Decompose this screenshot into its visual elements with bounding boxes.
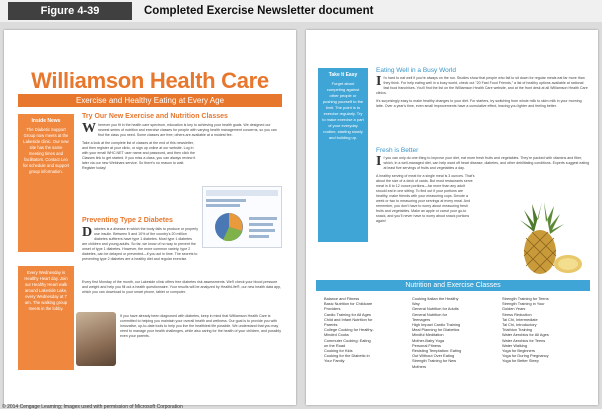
class-list-item: Parents (324, 322, 338, 328)
classes-banner: Nutrition and Exercise Classes (316, 280, 590, 291)
article-paragraph: Take a look at the complete list of classes at the end of this newsletter, and then register at your clinic, or sign up online at our website. Log in with your email WHC.NET user name and password, and then click the Classes link to get started. If you miss a class, you can always review it later via our new Webinars service. So there's no reason to wait. Register today! (82, 141, 196, 170)
class-list-item: Providers (324, 306, 341, 312)
article-heading: Fresh is Better (376, 147, 419, 154)
class-list-item: Balance and Fitness (324, 296, 360, 301)
class-list-item: on the Road (324, 342, 346, 348)
class-list-item: Way (412, 301, 420, 307)
class-list-item: Minded Cooks (324, 332, 349, 338)
person-photo (76, 312, 116, 366)
class-list-item: Tai Chi, Intermediate (502, 316, 538, 322)
class-list-item: Personal Fitness (412, 342, 441, 348)
article-diabetes-cont2 (120, 314, 282, 342)
article-paragraph: A healthy serving of meat for a single meal is 3 ounces. That's about the size of a deck of cards. But most restaurants serve meat in 8 to 12 ounce portions—far more than any adult should eat in one sitting. To find out if your portions are healthy, make friends with your measuring cups. Devote a week or two to measuring your servings at every meal. And remember, you don't have to worry about measuring fresh fruits and vegetables. Make an apple or carrot your go-to snack, and you'll never have to worry about snack portions again! (376, 174, 475, 223)
drop-cap: I (376, 74, 382, 89)
sidebar-text: The Diabetic Support Group now meets at the Lakeside clinic. Our new site has the same meeting times and facilitators. Contact Leo for schedule and support group information. (22, 127, 70, 174)
sidebar-box-blue (318, 68, 368, 242)
masthead-subtitle: Exercise and Healthy Eating at Every Age (18, 94, 282, 107)
article-paragraph: If you have already been diagnosed with diabetes, keep in mind that Williamson Health Care is committed to helping you maintain your overall health and wellness. Our goal is to provide you with innovative, up-to-date tools to help you live the healthiest life possible. We understand that you may need to manage your health challenges, while also caring for the health of your children, and possibly even your parents. (120, 314, 282, 338)
pineapple-icon (480, 198, 590, 276)
class-list-item: Water Aerobics for Teens (502, 337, 546, 343)
newsletter-page-2 (306, 30, 598, 405)
copyright-footnote: © 2014 Cengage Learning; Images used with permission of Microsoft Corporation (2, 404, 183, 409)
class-list-item: General Nutrition for (412, 311, 448, 317)
sidebar-heading: Inside News (31, 118, 61, 124)
class-list-item: Mindful Meditation (412, 332, 444, 338)
class-list-item: Golden Years (502, 306, 526, 312)
class-list-item: Your Family (324, 358, 345, 364)
class-list-item: Child and Infant Nutrition for (324, 316, 373, 322)
article-heading: Preventing Type 2 Diabetes (82, 217, 173, 224)
class-list-col-3 (502, 296, 549, 364)
newsletter-page-1 (4, 30, 296, 405)
article-diabetes (82, 216, 198, 265)
diabetes-chart-image (202, 186, 282, 248)
class-list-item: Yoga for Better Sleep (502, 358, 539, 364)
class-list-item: Teenagers (412, 316, 431, 322)
drop-cap: W (82, 121, 96, 136)
class-list-item: Basic Nutrition for Childcare (324, 301, 373, 307)
class-list-item: Out Without Over Eating (412, 353, 455, 359)
class-list-item: Water Aerobics for All Ages (502, 332, 549, 338)
sidebar-box-1 (18, 114, 74, 252)
class-list-item: Water Walking (502, 342, 528, 348)
figure-number: Figure 4-39 (8, 2, 132, 20)
class-list-item: Stress Reduction (502, 311, 532, 317)
class-list-item: Strength Training in Your (502, 301, 545, 307)
masthead-title: Williamson Health Care (31, 68, 269, 93)
class-list-item: Tai Chi, Introductory (502, 322, 537, 328)
article-paragraph: Diabetes is a disease in which the body fails to produce or properly use insulin. Between 5 and 10% of the country's 20 million diabetes sufferers have type 1 diabetes. Most type 1 diabetes are children and young adults. So far, we know of no way to prevent the onset of type 1 diabetes. However, the more common variety, type 2 diabetes, can be delayed or prevented—if you act in time. The secrets to preventing type 2 diabetes are a healthy diet and regular exercise. (82, 225, 199, 261)
article-heading: Try Our New Exercise and Nutrition Classes (82, 113, 228, 120)
class-list-item: College Cooking for Healthy- (324, 327, 374, 333)
class-list-item: Mother-Baby Yoga (412, 337, 445, 343)
class-list-col-2 (412, 296, 461, 369)
class-list-item: Resisting Temptation: Eating (412, 348, 462, 354)
class-list-item: Yoga for Beginners (502, 348, 535, 354)
class-list-item: Cooking for Kids (324, 348, 353, 354)
class-list-item: High Impact Cardio Training (412, 322, 461, 328)
article-eating-well (376, 66, 590, 112)
class-list-item: Cooking Italian the Healthy (412, 296, 459, 301)
figure-header (0, 0, 602, 22)
figure-title: Completed Exercise Newsletter document (144, 5, 374, 17)
class-list-item: Commuter Cooking: Eating (324, 337, 371, 343)
class-list-item: Cardio Training for All Ages (324, 311, 371, 317)
class-list-item: General Nutrition for Adults (412, 306, 459, 312)
article-exercise-classes (82, 112, 282, 174)
drop-cap: I (376, 154, 382, 169)
sidebar-text: Forget about competing against other people or pushing yourself to the limit. The point is to exercise regularly. Try to make exercise a part of your everyday routine, starting slowly and building up. (322, 81, 364, 140)
class-list-item: Strength Training for New (412, 358, 457, 364)
article-paragraph: Wherever you fit in the health care spectrum, education is key to achieving your health goals. We designed our newest series of nutrition and exercise classes for people with varying health management concerns, so you can find the class you need. Some classes are free; others are available at a modest fee. (82, 121, 277, 137)
class-list-item: Meal Planning for Diabetics (412, 327, 460, 333)
sidebar-heading: Take It Easy (328, 72, 358, 78)
article-heading: Eating Well in a Busy World (376, 67, 456, 74)
class-list-item: Triathlon Training (502, 327, 532, 333)
article-paragraph: If you can only do one thing to improve your diet, eat more fresh fruits and vegetables. They're packed with vitamins and fiber, which, in a well-managed diet, can help ward off heart disease, diabetes, and other debilitating conditions. Experts suggest eating at least five servings of fruits and vegetables a day. (376, 154, 590, 170)
article-paragraph: It's surprisingly easy to make healthy changes to your diet. For starters, try switching from whole milk to skim milk in your morning latte. Over a year's time, even small improvements have a cumulative effect, leaving you lighter and feeling better. (376, 99, 582, 108)
class-list-item: Strength Training for Teens (502, 296, 549, 301)
pie-chart-icon (203, 187, 281, 247)
sidebar-box-2 (18, 266, 74, 370)
article-paragraph: Every first Monday of the month, our Lakeside clinic offers free diabetes risk assessments. We'll check your blood pressure and weight and help you fill out a health questionnaire. Your results will be analyzed by HealthLife®, our new health data app, which you can download to your smart phone, tablet or computer. (82, 280, 282, 294)
class-list-item: Cooking for the Diabetic in (324, 353, 370, 359)
drop-cap: D (82, 225, 93, 240)
class-list-item: Mothers (412, 363, 427, 369)
article-paragraph: It's hard to eat well if you're always on the run. Studies show that people who fail to sit down for regular meals eat far more than they think. For help eating well in a busy world, check out "20 Fast Food Friends," a list of healthy options available at national fast food franchises. You'll find the list on the Williamson Health Care website, and at the front desk at all Williamson Health Care clinics. (376, 74, 588, 95)
class-list-item: Yoga for During Pregnancy (502, 353, 549, 359)
class-list-col-1 (324, 296, 374, 364)
sidebar-text: Every Wednesday is Healthy Heart day. Join our Healthy Heart walk around Lakeside Lake, every Wednesday at 7 am. The walking group meets in the lobby. (24, 270, 68, 311)
article-diabetes-cont (82, 280, 282, 298)
